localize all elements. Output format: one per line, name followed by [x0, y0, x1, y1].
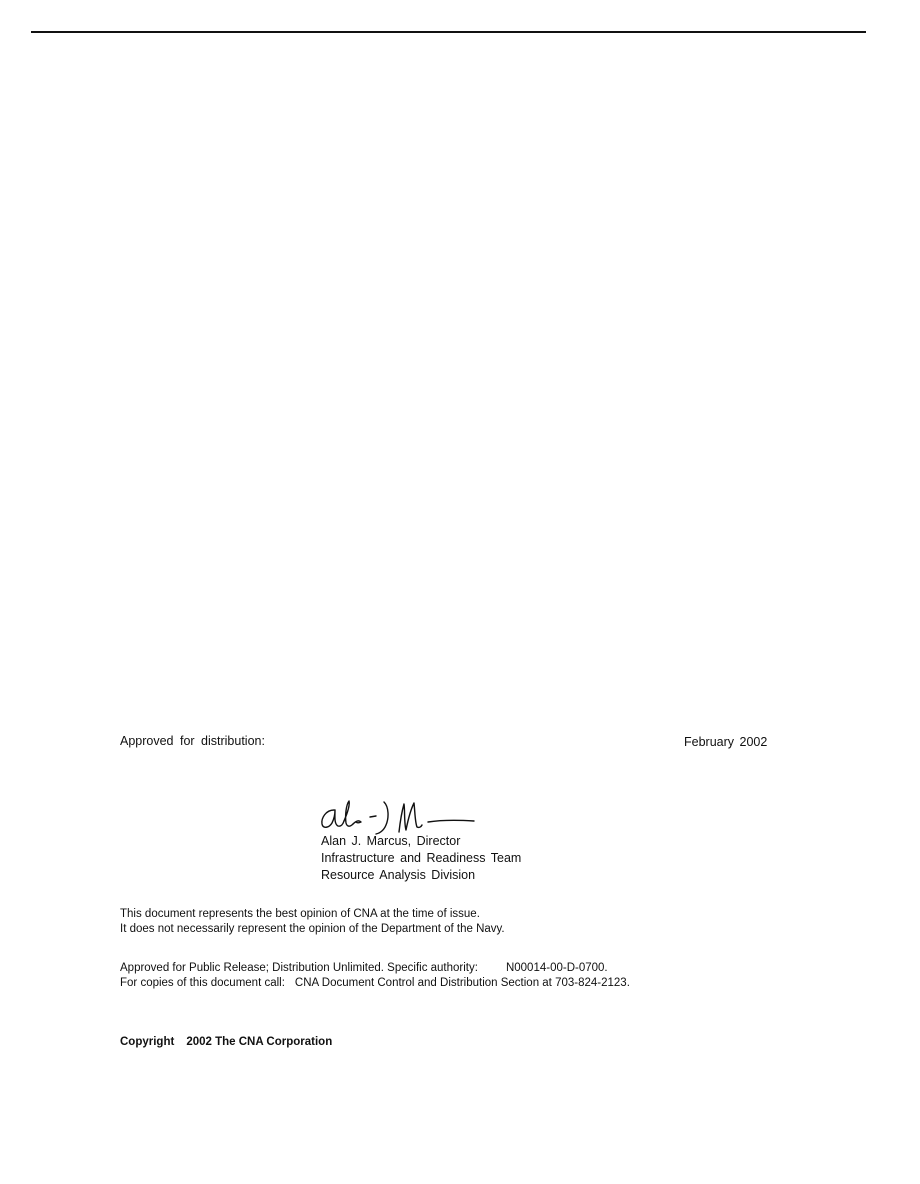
disclaimer-line-1: This document represents the best opinion of CNA at the time of issue. — [120, 908, 480, 920]
release-line-2 — [120, 976, 630, 991]
document-date: February 2002 — [684, 735, 768, 749]
release-line-1 — [120, 961, 630, 976]
copies-label: For copies of this document call: — [120, 977, 285, 989]
copies-contact: CNA Document Control and Distribution Section at 703-824-2123. — [294, 977, 630, 989]
signatory-name: Alan J. Marcus, Director — [321, 834, 461, 848]
disclaimer-line-2: It does not necessarily represent the opinion of the Department of the Navy. — [120, 923, 505, 935]
copyright-label: Copyright — [120, 1036, 175, 1048]
copyright-holder: 2002 The CNA Corporation — [186, 1036, 333, 1048]
signatory-block — [321, 833, 521, 884]
release-statement — [120, 961, 630, 991]
signatory-division: Resource Analysis Division — [321, 868, 476, 882]
disclaimer — [120, 907, 505, 937]
copyright-notice — [120, 1036, 332, 1048]
approved-for-distribution-label: Approved for distribution: — [120, 734, 265, 748]
release-statement-text: Approved for Public Release; Distribution Unlimited. Specific authority: — [120, 962, 478, 974]
top-rule — [31, 31, 866, 33]
signatory-team: Infrastructure and Readiness Team — [321, 851, 522, 865]
release-authority: N00014-00-D-0700. — [505, 962, 608, 974]
